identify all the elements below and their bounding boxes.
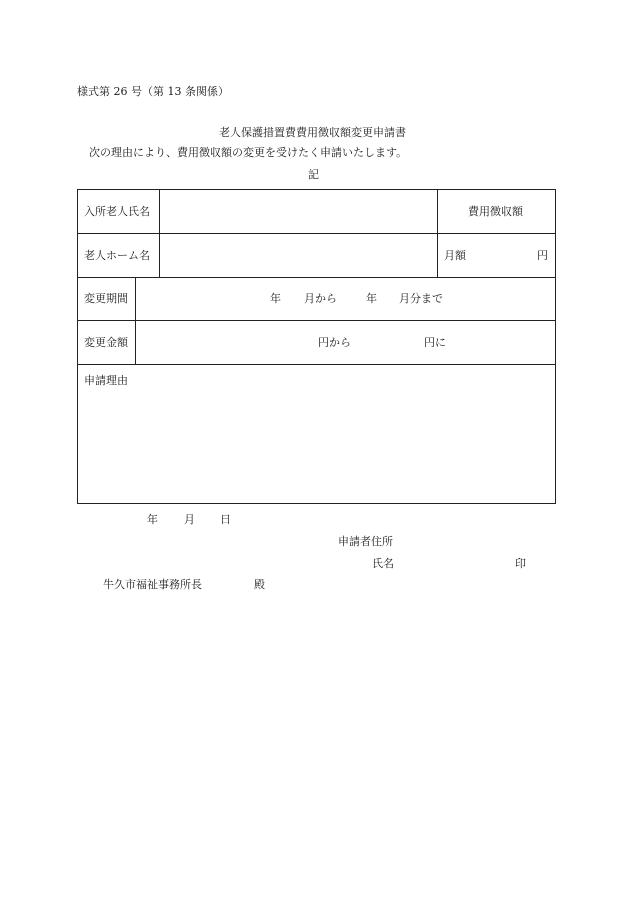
amount-to-unit: 円に [424,336,446,349]
form-number: 様式第 26 号（第 13 条関係） [77,85,229,98]
seal-mark: 印 [515,557,526,570]
honorific: 殿 [254,578,265,591]
amount-from-unit: 円から [318,336,351,349]
period-start-year-unit: 年 [270,292,281,305]
period-end-year-unit: 年 [366,292,377,305]
period-end-month-unit: 月分まで [399,292,443,305]
applicant-name-label: 氏名 [372,557,394,570]
period-start-month-unit: 月から [304,292,337,305]
col-divider [159,190,160,277]
addressee: 牛久市福祉事務所長 [103,578,202,591]
amount-label: 変更金額 [84,336,128,349]
date-year-unit: 年 [147,513,158,526]
period-label: 変更期間 [84,292,128,305]
home-name-field[interactable] [165,238,431,274]
col-divider [437,190,438,277]
row-divider [78,320,555,321]
reason-field[interactable] [84,392,547,497]
date-month-unit: 月 [184,513,195,526]
row-divider [78,277,555,278]
col-divider [135,277,136,364]
row-divider [78,364,555,365]
resident-name-label: 入所老人氏名 [84,205,150,218]
home-name-label: 老人ホーム名 [84,249,150,262]
ki-label: 記 [308,168,319,181]
row-divider [78,233,555,234]
resident-name-field[interactable] [165,194,431,230]
reason-label: 申請理由 [84,374,128,387]
fee-amount-label: 費用徴収額 [468,205,523,218]
application-form-table [77,189,556,504]
applicant-address-label: 申請者住所 [338,535,393,548]
intro-text: 次の理由により、費用徴収額の変更を受けたく申請いたします。 [89,146,408,159]
document-title: 老人保護措置費費用徴収額変更申請書 [219,126,406,139]
date-day-unit: 日 [220,513,231,526]
monthly-yen-unit: 円 [537,249,548,262]
monthly-label: 月額 [444,249,466,262]
